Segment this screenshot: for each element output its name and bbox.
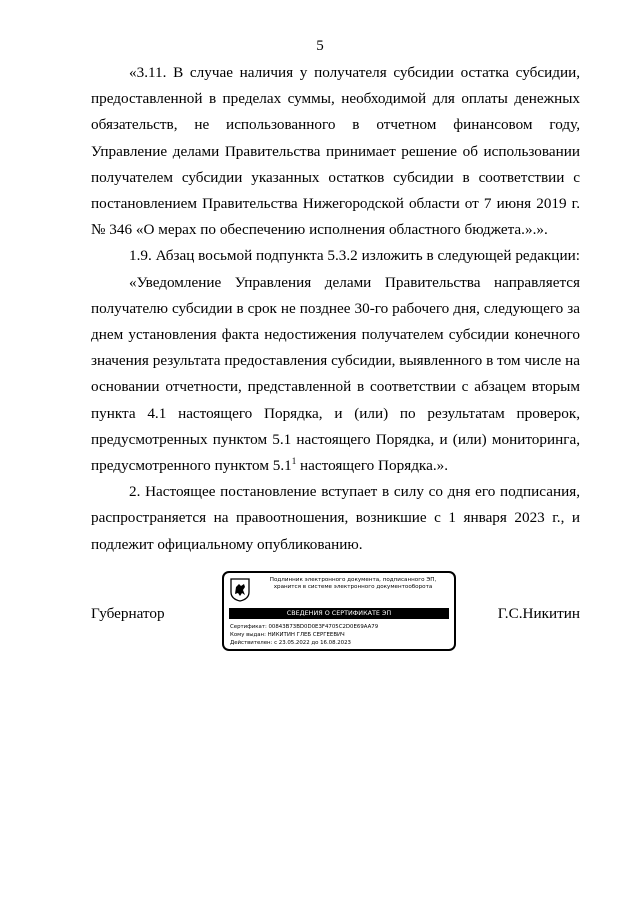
paragraph-3-11: «3.11. В случае наличия у получателя субсидии остатка субсидии, предоставленной в пределах суммы, необходимой для оплаты денежных обязательств, не использованного в отчетном финансовом году, Управление делами Правительства принимает решение об использовании получателем субсидии указанных остатков субсидии в соответствии с постановлением Правительства Нижегородской области от 7 июня 2019 г. № 346 «О мерах по обеспечению исполнения областного бюджета.».». bbox=[91, 64, 580, 239]
paragraph-1-9: 1.9. Абзац восьмой подпункта 5.3.2 изложить в следующей редакции: bbox=[129, 247, 580, 265]
certificate-owner: Кому выдан: НИКИТИН ГЛЕБ СЕРГЕЕВИЧ bbox=[230, 632, 345, 638]
electronic-signature-stamp bbox=[222, 571, 456, 651]
paragraph-notification bbox=[91, 270, 580, 480]
signatory-title: Губернатор bbox=[91, 605, 165, 622]
stamp-header bbox=[254, 577, 452, 591]
paragraph-2-entry-into-force: 2. Настоящее постановление вступает в силу со дня его подписания, распространяется на правоотношения, возникшие с 1 января 2023 г., и подлежит официальному опубликованию. bbox=[91, 483, 580, 553]
stamp-header-line-2: хранится в системе электронного документооборота bbox=[273, 584, 433, 590]
paragraph-notification-text: «Уведомление Управления делами Правительства направляется получателю субсидии в срок не позднее 30-го рабочего дня, следующего за днем установления факта недостижения получателем субсидии конечного значения результата предоставления субсидии, выявленного в том числе на основании отчетности, представленной в соответствии с абзацем вторым пункта 4.1 настоящего Порядка, и (или) по результатам проверок, предусмотренных пунктом 5.1 настоящего Порядка, и (или) мониторинга, предусмотренного пунктом 5.1 bbox=[91, 273, 580, 475]
certificate-number: Сертификат: 00843B73BD0D0E3F4705C2D0E69AA79 bbox=[230, 624, 379, 630]
signatory-name: Г.С.Никитин bbox=[497, 605, 580, 622]
superscript-mark: 1 bbox=[291, 456, 297, 467]
coat-of-arms-icon bbox=[230, 578, 250, 602]
signature-block bbox=[91, 565, 580, 655]
stamp-certificate-details bbox=[230, 623, 378, 647]
paragraph-notification-tail: настоящего Порядка.». bbox=[296, 457, 449, 475]
certificate-validity: Действителен: с 23.05.2022 до 16.08.2023 bbox=[230, 640, 351, 646]
page-number: 5 bbox=[316, 38, 324, 54]
document-body bbox=[91, 60, 580, 558]
stamp-title-bar: СВЕДЕНИЯ О СЕРТИФИКАТЕ ЭП bbox=[229, 608, 449, 619]
stamp-header-line-1: Подлинник электронного документа, подписанного ЭП, bbox=[269, 577, 437, 583]
